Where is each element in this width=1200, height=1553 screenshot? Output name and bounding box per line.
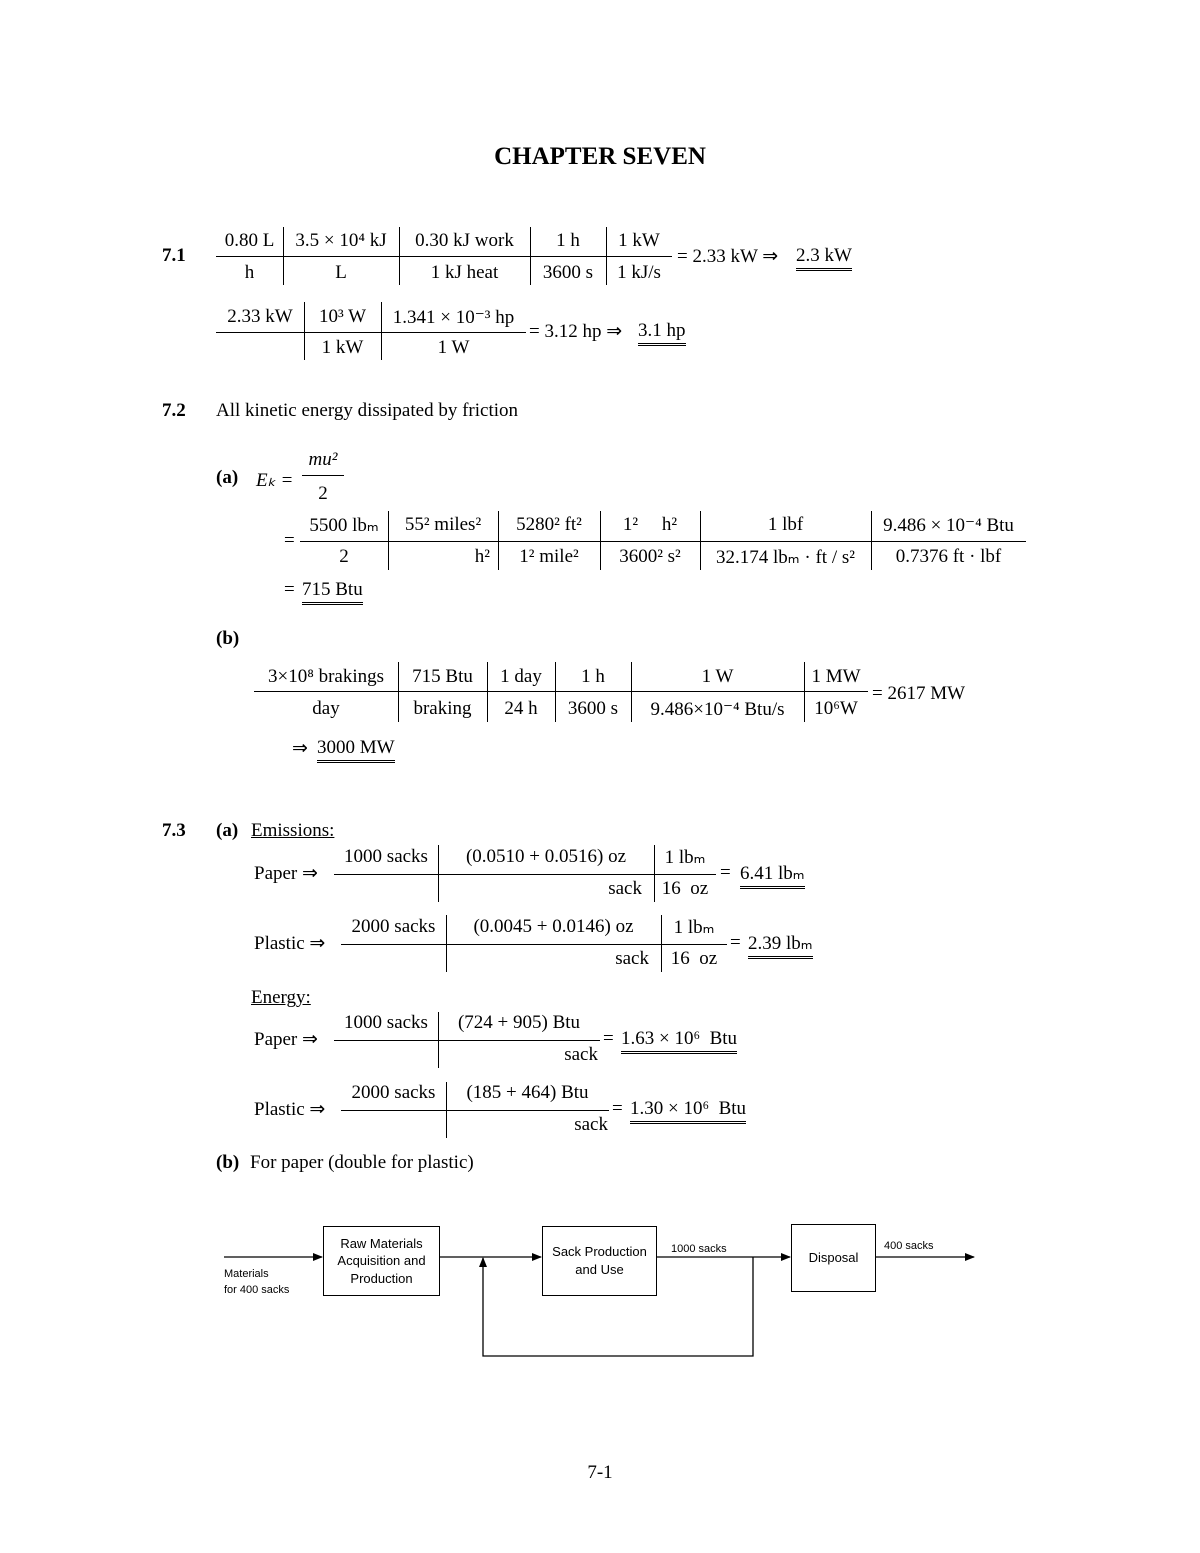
fraction-numerator: 1000 sacks [344, 1012, 428, 1033]
fraction-denominator: h [244, 262, 255, 283]
fraction-denominator: day [312, 698, 340, 719]
fraction-denominator: 3600² s² [619, 546, 681, 567]
final-answer: 1.63 × 10⁶ Btu [621, 1028, 737, 1054]
fraction-denominator: 1 kJ/s [617, 262, 661, 283]
fraction-numerator: 0.30 kJ work [415, 230, 514, 251]
fraction-numerator: 2000 sacks [351, 1082, 436, 1103]
fraction-denominator: 2 [318, 483, 328, 504]
result-text: = [603, 1028, 619, 1049]
equation-lhs: Plastic ⇒ [254, 1099, 326, 1120]
fraction-denominator: 0.7376 ft · lbf [895, 546, 1002, 567]
fraction-numerator: 1 day [500, 666, 542, 687]
fraction-denominator: braking [413, 698, 472, 719]
fraction-denominator: sack [608, 878, 642, 899]
final-answer: 3.1 hp [638, 320, 686, 346]
fraction-numerator: 5500 lbₘ [309, 515, 379, 536]
final-answer: 715 Btu [302, 579, 363, 605]
raw-materials-box: Raw Materials Acquisition and Production [323, 1226, 440, 1296]
fraction-numerator: 5280² ft² [516, 514, 582, 535]
fraction-denominator: 3600 s [567, 698, 619, 719]
part-a-label: (a) [216, 820, 239, 841]
kinetic-energy-lhs: Eₖ = [256, 470, 294, 491]
chapter-title: CHAPTER SEVEN [494, 143, 706, 170]
equation-lhs: Plastic ⇒ [254, 933, 326, 954]
fraction-numerator: 2000 sacks [351, 916, 436, 937]
problem-number-7-1: 7.1 [162, 245, 186, 266]
fraction-numerator: 2.33 kW [227, 306, 293, 327]
equation-lhs: Paper ⇒ [254, 863, 318, 884]
input-stream-label: Materials [224, 1268, 269, 1280]
fraction-numerator: 0.80 L [224, 230, 275, 251]
part-b-label: (b) [216, 1152, 240, 1173]
fraction-denominator: 1² mile² [519, 546, 579, 567]
fraction-denominator: 1 kJ heat [430, 262, 499, 283]
part-b-label: (b) [216, 628, 240, 649]
result-text: = [612, 1098, 628, 1119]
fraction-denominator: L [335, 262, 347, 283]
output-stream-label: 400 sacks [884, 1240, 934, 1252]
fraction-denominator: h² [474, 546, 490, 567]
fraction-denominator: 9.486×10⁻⁴ Btu/s [650, 699, 785, 720]
result-text: = [720, 862, 736, 883]
fraction-numerator: 1² h² [622, 514, 678, 535]
input-stream-label: for 400 sacks [224, 1284, 290, 1296]
implies-arrow: ⇒ [292, 738, 308, 759]
fraction-numerator: 55² miles² [404, 514, 482, 535]
fraction-denominator: 1 kW [321, 337, 364, 358]
fraction-numerator: (724 + 905) Btu [457, 1012, 581, 1033]
fraction-numerator: mu² [308, 449, 338, 470]
fraction-numerator: 9.486 × 10⁻⁴ Btu [883, 515, 1014, 536]
fraction-numerator: 10³ W [318, 306, 367, 327]
part-b-text: For paper (double for plastic) [250, 1152, 474, 1173]
fraction-denominator: 16 oz [670, 948, 718, 969]
fraction-numerator: 1 lbf [767, 514, 804, 535]
fraction-denominator: sack [564, 1044, 598, 1065]
result-text: = 2.33 kW ⇒ [677, 246, 779, 267]
fraction-denominator: 32.174 lbₘ · ft / s² [716, 547, 855, 568]
fraction-numerator: 1 h [556, 230, 580, 251]
fraction-denominator: 2 [339, 546, 349, 567]
fraction-denominator: 10⁶W [814, 698, 858, 719]
fraction-numerator: 3×10⁸ brakings [267, 666, 385, 687]
disposal-box: Disposal [791, 1224, 876, 1292]
fraction-numerator: 1000 sacks [344, 846, 428, 867]
fraction-numerator: 1 h [581, 666, 605, 687]
sack-production-box: Sack Production and Use [542, 1226, 657, 1296]
fraction-numerator: (185 + 464) Btu [466, 1082, 589, 1103]
stream-label: 1000 sacks [671, 1243, 727, 1255]
final-answer: 3000 MW [317, 737, 395, 763]
fraction-denominator: sack [615, 948, 649, 969]
fraction-denominator: sack [574, 1114, 608, 1135]
final-answer: 6.41 lbₘ [740, 862, 805, 889]
final-answer: 1.30 × 10⁶ Btu [630, 1098, 746, 1124]
fraction-numerator: 1 MW [811, 666, 861, 687]
fraction-numerator: 1 kW [618, 230, 660, 251]
fraction-numerator: (0.0045 + 0.0146) oz [473, 916, 634, 937]
fraction-denominator: 24 h [504, 698, 538, 719]
fraction-numerator: 1.341 × 10⁻³ hp [392, 307, 515, 328]
fraction-denominator: 16 oz [661, 878, 709, 899]
equals-sign: = [284, 530, 295, 551]
energy-heading: Energy: [251, 987, 311, 1008]
result-text: = 3.12 hp ⇒ [529, 321, 623, 342]
problem-number-7-2: 7.2 [162, 400, 186, 421]
result-text: = [730, 932, 746, 953]
page-number: 7-1 [587, 1462, 613, 1483]
fraction-numerator: 715 Btu [412, 666, 473, 687]
fraction-numerator: 1 lbₘ [673, 917, 715, 938]
emissions-heading: Emissions: [251, 820, 335, 841]
final-answer: 2.39 lbₘ [748, 932, 813, 959]
fraction-numerator: (0.0510 + 0.0516) oz [465, 846, 627, 867]
problem-7-2-intro: All kinetic energy dissipated by friction [216, 400, 518, 421]
equals-sign: = [284, 579, 295, 600]
fraction-numerator: 3.5 × 10⁴ kJ [295, 230, 387, 251]
fraction-numerator: 1 W [701, 666, 734, 687]
final-answer: 2.3 kW [796, 245, 852, 271]
problem-number-7-3: 7.3 [162, 820, 186, 841]
equation-lhs: Paper ⇒ [254, 1029, 318, 1050]
part-a-label: (a) [216, 467, 239, 488]
fraction-numerator: 1 lbₘ [664, 847, 706, 868]
result-text: = 2617 MW [872, 683, 966, 704]
fraction-denominator: 3600 s [542, 262, 594, 283]
fraction-denominator: 1 W [437, 337, 470, 358]
